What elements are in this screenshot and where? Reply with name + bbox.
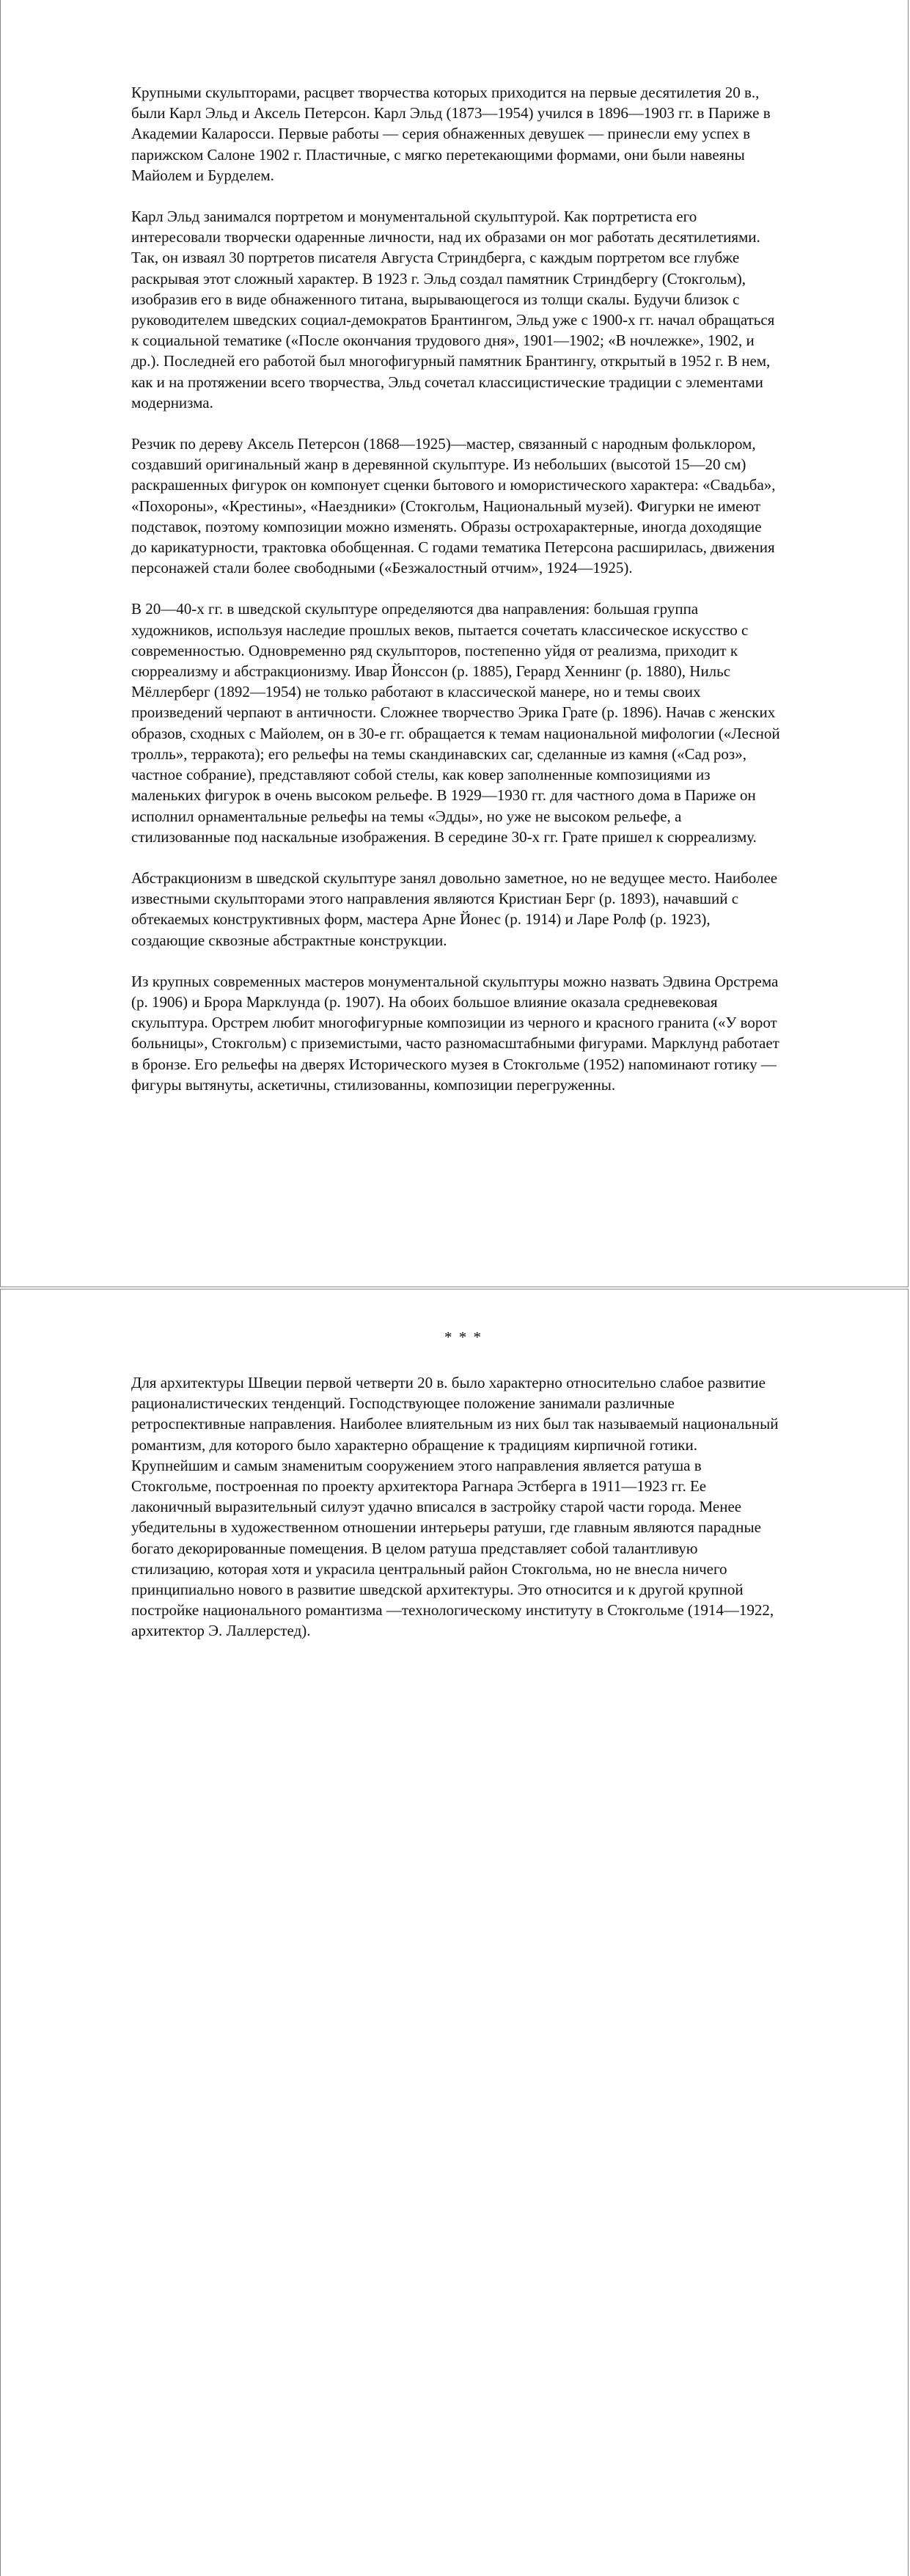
paragraph-abstractionism: Абстракционизм в шведской скульптуре занял довольно заметное, но не ведущее место. Наиболее известными скульпторами этого направления являются Кристиан Берг (р. 1893), начавший с обтекаемых конструктивных форм, мастера Арне Йонес (р. 1914) и Ларе Ролф (р. 1923), создающие сквозные абстрактные конструкции.	[131, 868, 778, 949]
page-1-body	[131, 82, 781, 1116]
paragraph-petersson-woodcarving: Резчик по дереву Аксель Петерсон (1868—1925)—мастер, связанный с народным фольклором, создавший оригинальный жанр в деревянной скульптуре. Из небольших (высотой 15—20 см) раскрашенных фигурок он компонует сценки бытового и юмористического характера: «Свадьба», «Похороны», «Крестины», «Наездники» (Стокгольм, Национальный музей). Фигурки не имеют подставок, поэтому композиции можно изменять. Образы острохарактерные, иногда доходящие до карикатурности, трактовка обобщенная. С годами тематика Петерсона расширилась, движения персонажей стали более свободными («Безжалостный отчим», 1924—1925).	[131, 435, 776, 577]
document-page-1	[0, 0, 909, 1287]
page-2-body	[131, 1327, 781, 1662]
document-page-2	[0, 1289, 909, 2576]
paragraph-eldh-portraits: Карл Эльд занимался портретом и монументальной скульптурой. Как портретиста его интересовали творчески одаренные личности, над их образами он мог работать десятилетиями. Так, он изваял 30 портретов писателя Августа Стриндберга, с каждым портретом все глубже раскрывая этот сложный характер. В 1923 г. Эльд создал памятник Стриндбергу (Стокгольм), изобразив его в виде обнаженного титана, вырывающегося из толщи скалы. Будучи близок с руководителем шведских социал-демократов Брантингом, Эльд уже с 1900-х гг. начал обращаться к социальной тематике («После окончания трудового дня», 1901—1902; «В ночлежке», 1902, и др.). Последней его работой был многофигурный памятник Брантингу, открытый в 1952 г. В нем, как и на протяжении всего творчества, Эльд сочетал классицистические традиции с элементами модернизма.	[131, 208, 775, 411]
section-separator: * * *	[444, 1328, 482, 1346]
paragraph-eldh-petersson-intro: Крупными скульпторами, расцвет творчества которых приходится на первые десятилетия 20 в., были Карл Эльд и Аксель Петерсон. Карл Эльд (1873—1954) учился в 1896—1903 гг. в Париже в Академии Каларосси. Первые работы — серия обнаженных девушек — принесли ему успех в парижском Салоне 1902 г. Пластичные, с мягко перетекающими формами, они были навеяны Майолем и Бурделем.	[131, 84, 771, 184]
paragraph-monumental-sculpture: Из крупных современных мастеров монументальной скульптуры можно назвать Эдвина Орстрема (р. 1906) и Брора Марклунда (р. 1907). На обоих большое влияние оказала средневековая скульптура. Орстрем любит многофигурные композиции из черного и красного гранита («У ворот больницы», Стокгольм) с приземистыми, часто разномасштабными фигурами. Марклунд работает в бронзе. Его рельефы на дверях Исторического музея в Стокгольме (1952) напоминают готику — фигуры вытянуты, аскетичны, стилизованны, композиции перегруженны.	[131, 972, 779, 1094]
paragraph-two-directions: В 20—40-х гг. в шведской скульптуре определяются два направления: большая группа художников, используя наследие прошлых веков, пытается сочетать классическое искусство с современностью. Одновременно ряд скульпторов, постепенно уйдя от реализма, приходит к сюрреализму и абстракционизму. Ивар Йонссон (р. 1885), Герард Хеннинг (р. 1880), Нильс Мёллерберг (1892—1954) не только работают в классической манере, но и темы своих произведений черпают в античности. Сложнее творчество Эрика Грате (р. 1896). Начав с женских образов, сходных с Майолем, он в 30-е гг. обращается к темам национальной мифологии («Лесной тролль», терракота); его рельефы на темы скандинавских саг, сделанные из камня («Сад роз», частное собрание), представляют собой стелы, как ковер заполненные композициями из маленьких фигурок в очень высоком рельефе. В 1929—1930 гг. для частного дома в Париже он исполнил орнаментальные рельефы на темы «Эдды», но уже не высоком рельефе, а стилизованные под наскальные изображения. В середине 30-х гг. Грате пришел к сюрреализму.	[131, 600, 780, 846]
paragraph-architecture: Для архитектуры Швеции первой четверти 20 в. было характерно относительно слабое развитие рационалистических тенденций. Господствующее положение занимали различные ретроспективные направления. Наиболее влиятельным из них был так называемый национальный романтизм, для которого было характерно обращение к традициям кирпичной готики. Крупнейшим и самым знаменитым сооружением этого направления является ратуша в Стокгольме, построенная по проекту архитектора Рагнара Эстберга в 1911—1923 гг. Ее лаконичный выразительный силуэт удачно вписался в застройку старой части города. Менее убедительны в художественном отношении интерьеры ратуши, где главным являются парадные богато декорированные помещения. В целом ратуша представляет собой талантливую стилизацию, которая хотя и украсила центральный район Стокгольма, но не внесла ничего принципиально нового в развитие шведской архитектуры. Это относится и к другой крупной постройке национального романтизма —технологическому институту в Стокгольме (1914—1922, архитектор Э. Лаллерстед).	[131, 1374, 779, 1640]
